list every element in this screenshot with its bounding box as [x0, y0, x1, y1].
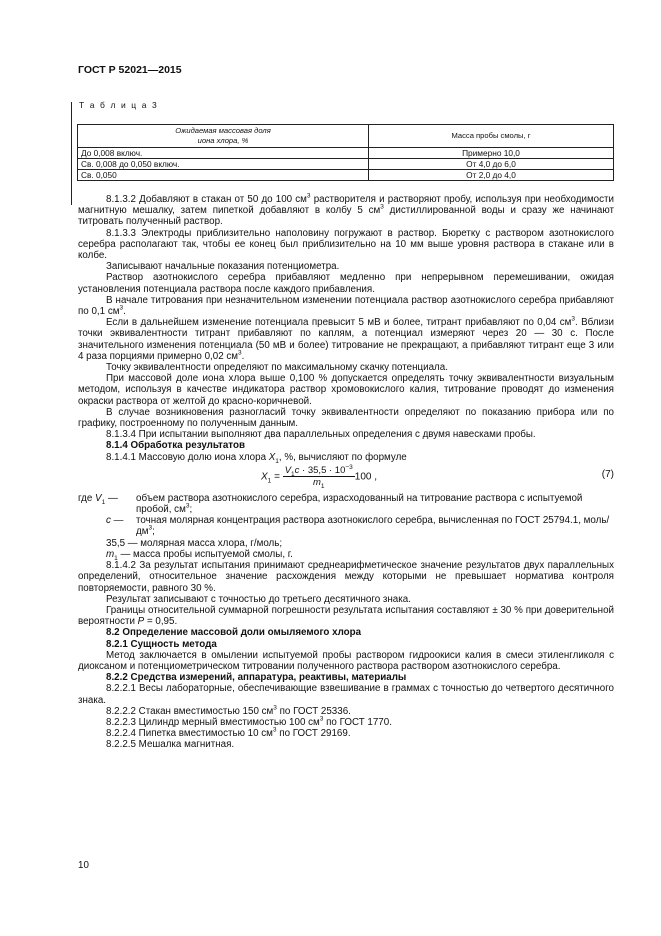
definition-c: c — точная молярная концентрация раствора азотнокислого серебра, вычисленная по ГОСТ 25794.1, моль/$дм^3$; — [106, 515, 610, 538]
paragraph-8-1-3-3: 8.1.3.3 Электроды приблизительно наполовину погружают в раствор. Бюретку с раствором азотнокислого серебра располагают так, чтобы ее конец был приблизительно на 10 мм выше уровня раствора в стакане или в колбе. — [78, 227, 614, 262]
paragraph-8-2-2-3: 8.2.2.3 Цилиндр мерный вместимостью 100 $см^3$ по ГОСТ 1770. — [106, 715, 392, 728]
definition-35-5: 35,5 — молярная масса хлора, г/моль; — [106, 537, 283, 549]
paragraph-record: Записывают начальные показания потенциометра. — [106, 261, 340, 273]
formula-7 — [78, 463, 614, 493]
paragraph-result: Результат записывают с точностью до третьего десятичного знака. — [106, 593, 411, 605]
paragraph-8-2-2-5: 8.2.2.5 Мешалка магнитная. — [106, 739, 235, 751]
paragraph-disagreement: В случае возникновения разногласий точку эквивалентности определяют по показанию прибора или по графику, построенному по полученным данным. — [78, 406, 614, 430]
paragraph-equivalence: Точку эквивалентности определяют по максимальному скачку потенциала. — [106, 362, 448, 374]
table-cell-mass: От 4,0 до 6,0 — [369, 159, 614, 170]
definition-v1: где $V_1$ — объем раствора азотнокислого серебра, израсходованный на титрование раствора с испытуемой пробой, $см^3$; — [78, 492, 583, 516]
paragraph-8-1-4-2: 8.1.4.2 За результат испытания принимают среднеарифметическое значение результатов двух параллельных определений, относительное значение расхождения между которыми не превышает норматива контроля повторяемости, равного 30 %. — [78, 560, 614, 594]
paragraph-8-1-4-1: 8.1.4.1 Массовую долю иона хлора $X_1$, %, вычисляют по формуле — [106, 451, 407, 465]
document-header: ГОСТ Р 52021—2015 — [78, 64, 182, 76]
paragraph-error: Границы относительной суммарной погрешности результата испытания составляют ± 30 % при доверительной вероятности P = 0,95. — [78, 604, 614, 628]
table-caption: Т а б л и ц а 3 — [79, 100, 159, 110]
heading-8-2-1: 8.2.1 Сущность метода — [106, 638, 217, 650]
table-cell-range: Св. 0,050 — [78, 170, 369, 181]
table-row — [78, 159, 614, 170]
paragraph-8-2-2-2: 8.2.2.2 Стакан вместимостью 150 $см^3$ по ГОСТ 25336. — [106, 704, 351, 717]
paragraph-8-2-2-1: 8.2.2.1 Весы лабораторные, обеспечивающие взвешивание в граммах с точностью до четвертого десятичного знака. — [78, 683, 614, 706]
paragraph-add: Раствор азотнокислого серебра прибавляют медленно при непрерывном перемешивании, ожидая установления потенциала раствора после каждого прибавления. — [78, 272, 614, 295]
table-3 — [77, 124, 614, 181]
paragraph-method: Метод заключается в омылении испытуемой пробы раствором гидроокиси калия в смеси этиленгликоля с диоксаном и потенциометрическом титровании полученного раствора раствором азотнокислого серебра. — [78, 649, 614, 672]
table-cell-mass: От 2,0 до 4,0 — [369, 170, 614, 181]
col-header-sample-mass: Масса пробы смолы, г — [369, 125, 614, 148]
heading-8-2: 8.2 Определение массовой доли омыляемого хлора — [106, 627, 362, 639]
heading-8-2-2: 8.2.2 Средства измерений, аппаратура, реактивы, материалы — [106, 672, 407, 684]
heading-8-1-4: 8.1.4 Обработка результатов — [106, 440, 245, 452]
paragraph-if: Если в дальнейшем изменение потенциала превысит 5 мВ и более, титрант прибавляют по 0,04 $см^3$. Вблизи точки эквивалентности титрант прибавляют по каплям, а потенциал измеряют через 20 — 30 с. После значительного изменения потенциала (50 мВ и более) титрование не прекращают, а прибавляют титрант еще 3 или 4 раза порциями примерно 0,02 $см^3$. — [78, 315, 614, 362]
paragraph-mass-fraction: При массовой доле иона хлора выше 0,100 % допускается определять точку эквивалентности визуальным методом, используя в качестве индикатора раствор хромовокислого калия, титрование проводят до изменения окраски раствора от желтой до красно-коричневой. — [78, 373, 614, 407]
table-cell-mass: Примерно 10,0 — [369, 148, 614, 159]
definition-m1: $m_1$ — масса пробы испытуемой смолы, г. — [106, 548, 293, 562]
col-header-chlorine-fraction: Ожидаемая массовая доля иона хлора, % — [78, 125, 369, 148]
document-body — [78, 194, 614, 751]
paragraph-8-2-2-4: 8.2.2.4 Пипетка вместимостью 10 $см^3$ по ГОСТ 29169. — [106, 726, 351, 740]
table-row — [78, 170, 614, 181]
formula-expression: $X_1$ = $\frac{V_1c \cdot 35,5 \cdot 10^{-3}}{m_1}$ 100 , — [261, 463, 378, 490]
formula-number: (7) — [601, 468, 614, 480]
table-cell-range: До 0,008 включ. — [78, 148, 369, 159]
paragraph-8-1-3-4: 8.1.3.4 При испытании выполняют два параллельных определения с двумя навесками пробы. — [106, 429, 536, 441]
change-bar — [71, 102, 72, 205]
paragraph-8-1-3-2: 8.1.3.2 Добавляют в стакан от 50 до 100 $см^3$ растворителя и растворяют пробу, используя при необходимости магнитную мешалку, затем пипеткой добавляют в колбу 5 $см^3$ дистиллированной воды и сразу же начинают титровать полученный раствор. — [78, 192, 614, 228]
table-header-row — [78, 125, 614, 148]
table-cell-range: Св. 0,008 до 0,050 включ. — [78, 159, 369, 170]
paragraph-start: В начале титрования при незначительном изменении потенциала раствор азотнокислого серебра прибавляют по 0,1 $см^3$. — [78, 294, 614, 318]
table-row — [78, 148, 614, 159]
page-number: 10 — [78, 860, 89, 871]
